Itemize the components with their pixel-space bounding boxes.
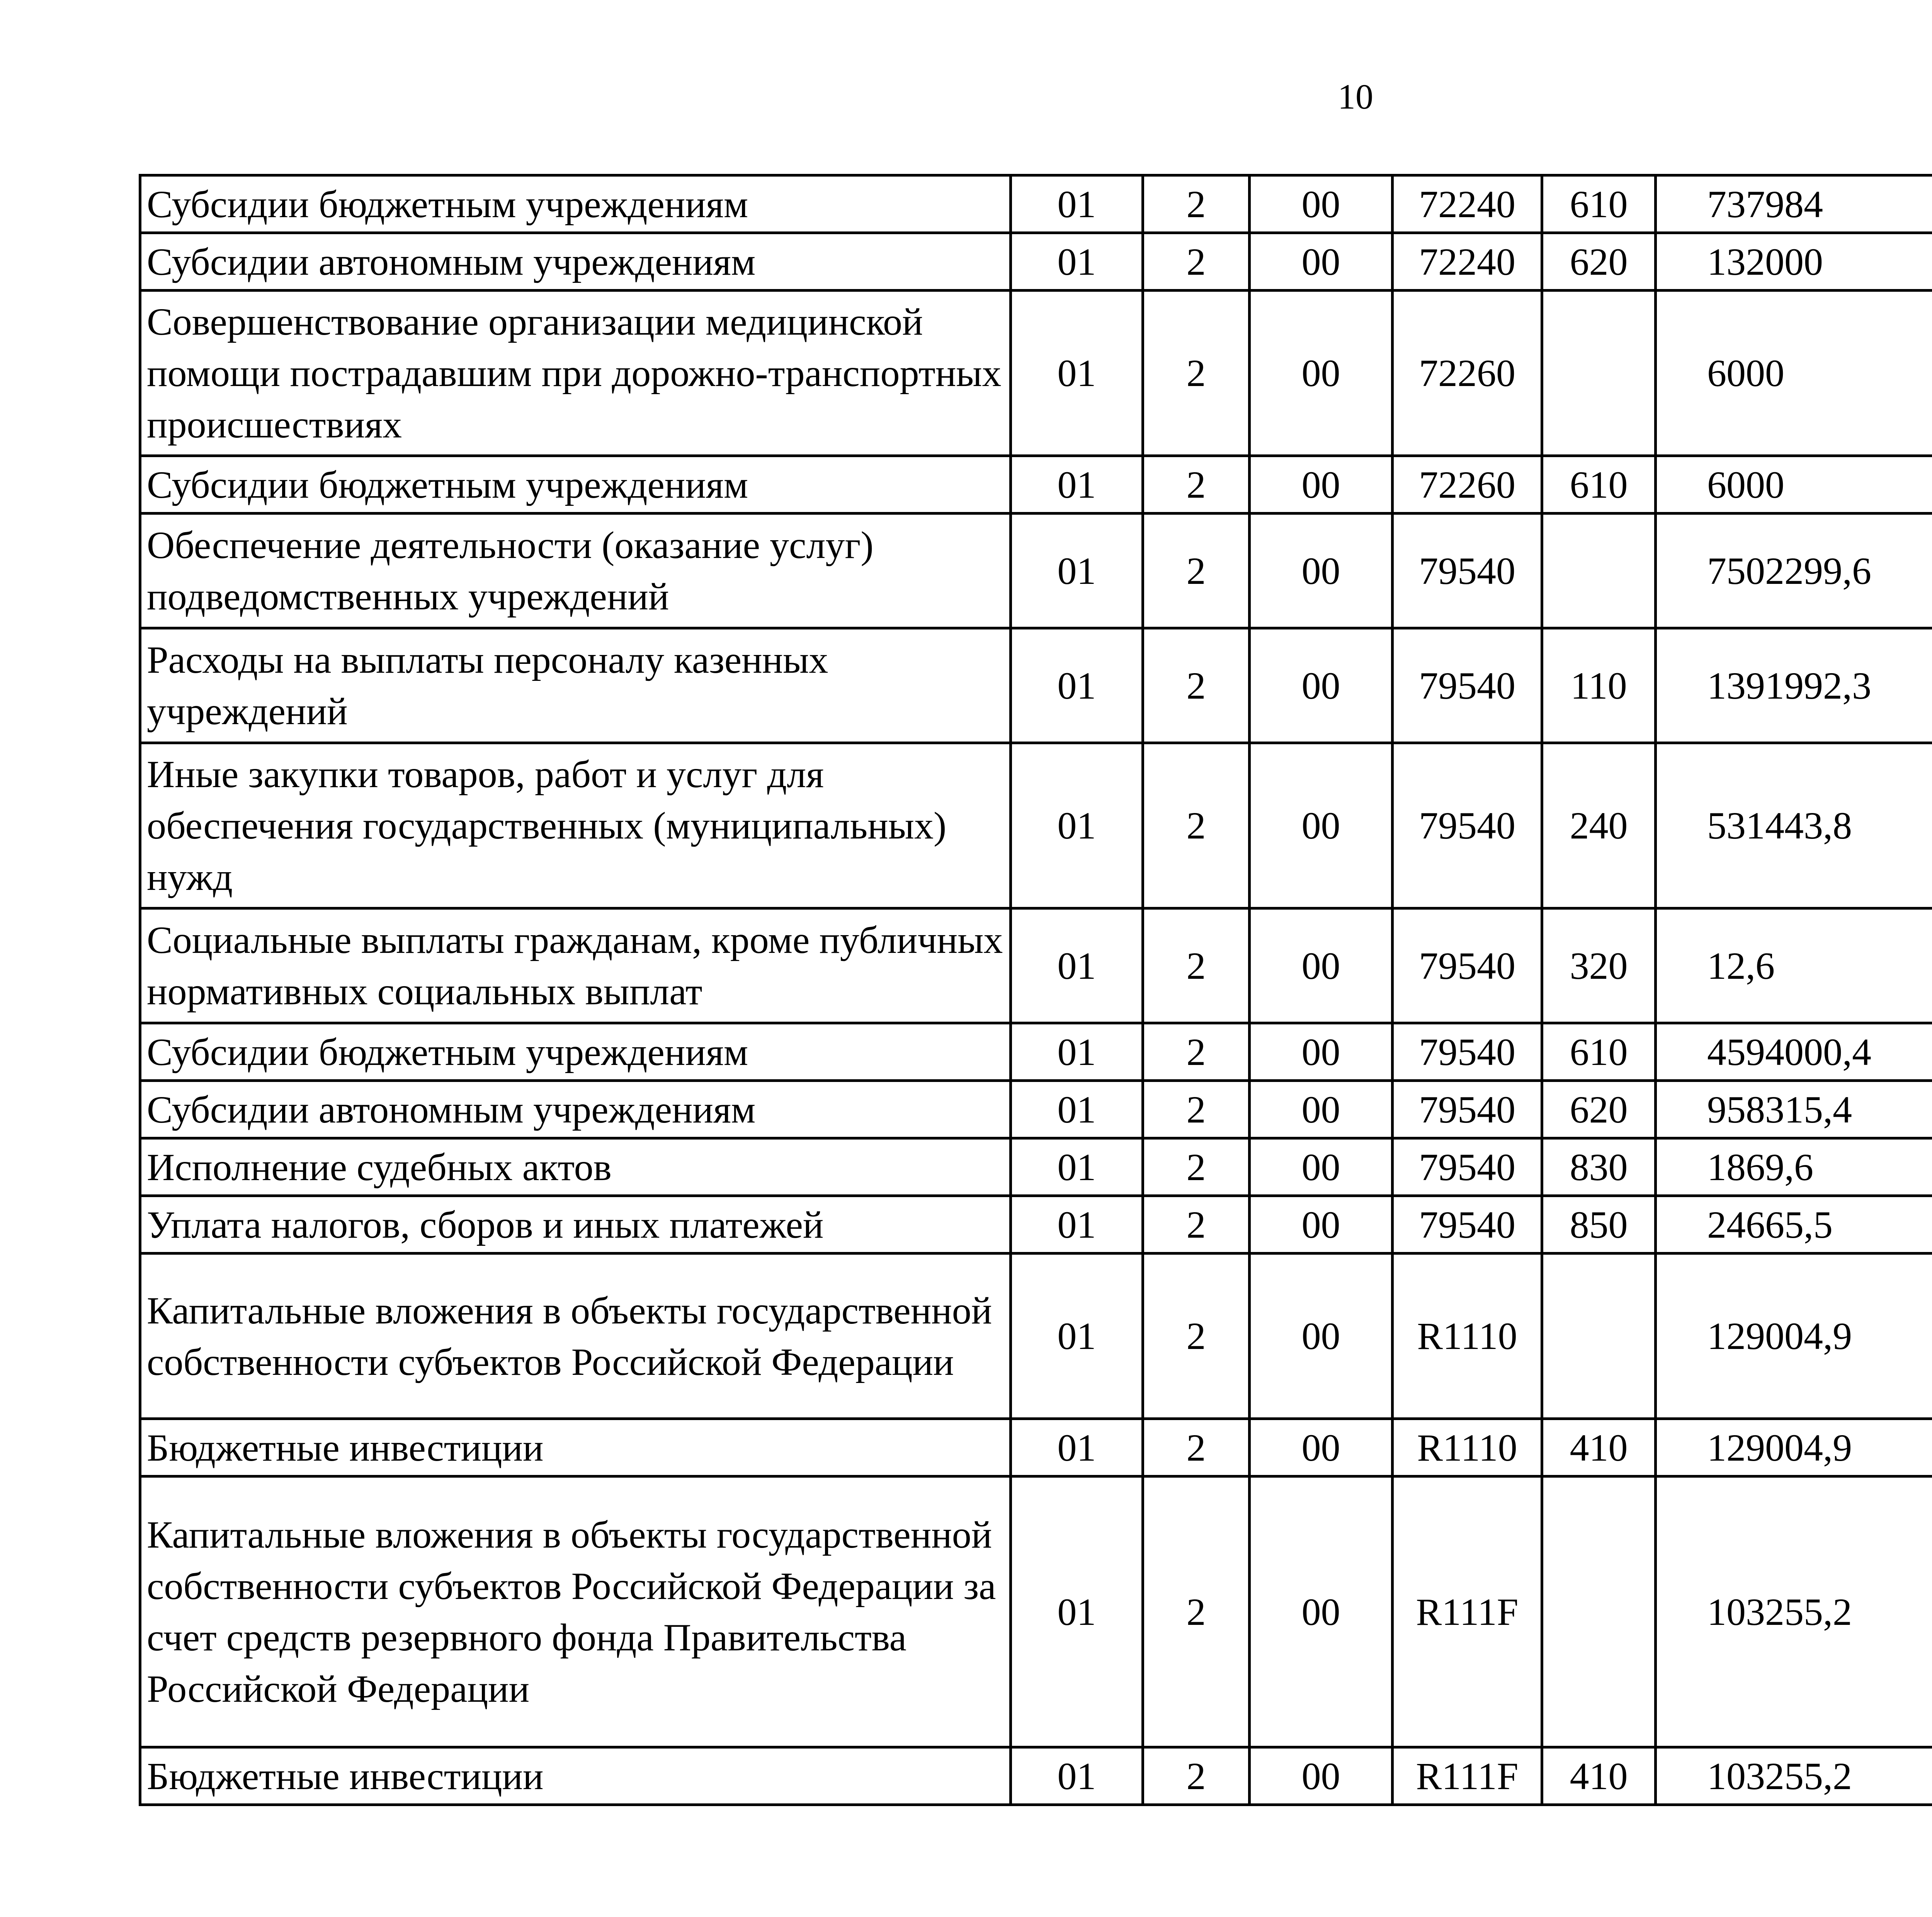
code-expense-type: 410 [1542,1747,1656,1805]
code-direction: 79540 [1393,514,1542,628]
code-subprogram: 2 [1143,291,1250,456]
code-subprogram: 2 [1143,628,1250,743]
code-subprogram: 2 [1143,1138,1250,1196]
code-program: 01 [1011,175,1143,233]
code-program: 01 [1011,908,1143,1023]
code-subprogram: 2 [1143,908,1250,1023]
amount-1: 1869,6 [1656,1138,1932,1196]
code-program: 01 [1011,1476,1143,1747]
code-main-event: 00 [1250,1476,1393,1747]
code-program: 01 [1011,514,1143,628]
code-main-event: 00 [1250,291,1393,456]
row-name: Бюджетные инвестиции [140,1747,1011,1805]
amount-1: 531443,8 [1656,743,1932,908]
amount-1: 129004,9 [1656,1419,1932,1476]
table-row [140,628,1932,743]
code-main-event: 00 [1250,1081,1393,1138]
amount-1: 4594000,4 [1656,1023,1932,1081]
row-name: Субсидии бюджетным учреждениям [140,175,1011,233]
table-row [140,456,1932,514]
code-expense-type: 620 [1542,233,1656,291]
code-subprogram: 2 [1143,1419,1250,1476]
amount-1: 7502299,6 [1656,514,1932,628]
row-name: Субсидии автономным учреждениям [140,1081,1011,1138]
table-row [140,908,1932,1023]
code-direction: R111F [1393,1476,1542,1747]
code-expense-type: 610 [1542,1023,1656,1081]
code-direction: 79540 [1393,1081,1542,1138]
code-subprogram: 2 [1143,456,1250,514]
table-row [140,175,1932,233]
code-subprogram: 2 [1143,1254,1250,1419]
code-expense-type [1542,1476,1656,1747]
code-direction: 79540 [1393,1138,1542,1196]
code-direction: 72260 [1393,291,1542,456]
row-name: Расходы на выплаты персоналу казенных учреждений [140,628,1011,743]
row-name: Совершенствование организации медицинской помощи пострадавшим при дорожно-транспортных происшествиях [140,291,1011,456]
code-subprogram: 2 [1143,1081,1250,1138]
code-main-event: 00 [1250,1419,1393,1476]
code-expense-type: 610 [1542,175,1656,233]
page-number: 10 [1338,77,1373,116]
code-main-event: 00 [1250,233,1393,291]
table-row [140,1081,1932,1138]
code-expense-type: 320 [1542,908,1656,1023]
row-name: Капитальные вложения в объекты государственной собственности субъектов Российской Федерации [140,1254,1011,1419]
code-subprogram: 2 [1143,1196,1250,1254]
table-row [140,514,1932,628]
code-direction: R1110 [1393,1419,1542,1476]
code-program: 01 [1011,456,1143,514]
code-expense-type [1542,291,1656,456]
code-direction: R111F [1393,1747,1542,1805]
code-subprogram: 2 [1143,743,1250,908]
code-direction: 72240 [1393,175,1542,233]
row-name: Субсидии бюджетным учреждениям [140,1023,1011,1081]
row-name: Иные закупки товаров, работ и услуг для обеспечения государственных (муниципальных) нужд [140,743,1011,908]
code-expense-type: 850 [1542,1196,1656,1254]
table-row [140,233,1932,291]
code-main-event: 00 [1250,743,1393,908]
amount-1: 103255,2 [1656,1476,1932,1747]
code-program: 01 [1011,1138,1143,1196]
row-name: Субсидии бюджетным учреждениям [140,456,1011,514]
table-row [140,1254,1932,1419]
table-row [140,1476,1932,1747]
table-row [140,1747,1932,1805]
amount-1: 129004,9 [1656,1254,1932,1419]
table-row [140,1023,1932,1081]
code-subprogram: 2 [1143,175,1250,233]
row-name: Исполнение судебных актов [140,1138,1011,1196]
code-main-event: 00 [1250,1023,1393,1081]
code-direction: 79540 [1393,908,1542,1023]
code-expense-type [1542,514,1656,628]
code-program: 01 [1011,1747,1143,1805]
amount-1: 6000 [1656,456,1932,514]
code-expense-type: 410 [1542,1419,1656,1476]
amount-1: 103255,2 [1656,1747,1932,1805]
code-subprogram: 2 [1143,514,1250,628]
code-main-event: 00 [1250,1747,1393,1805]
code-subprogram: 2 [1143,1476,1250,1747]
row-name: Уплата налогов, сборов и иных платежей [140,1196,1011,1254]
code-expense-type: 240 [1542,743,1656,908]
row-name: Капитальные вложения в объекты государственной собственности субъектов Российской Федерации за счет средств резервного фонда Правительства Российской Федерации [140,1476,1011,1747]
code-expense-type: 110 [1542,628,1656,743]
amount-1: 958315,4 [1656,1081,1932,1138]
amount-1: 6000 [1656,291,1932,456]
code-direction: 79540 [1393,628,1542,743]
row-name: Субсидии автономным учреждениям [140,233,1011,291]
code-program: 01 [1011,1081,1143,1138]
table-row [140,291,1932,456]
code-expense-type [1542,1254,1656,1419]
amount-1: 1391992,3 [1656,628,1932,743]
code-program: 01 [1011,743,1143,908]
amount-1: 12,6 [1656,908,1932,1023]
code-expense-type: 610 [1542,456,1656,514]
table-row [140,1196,1932,1254]
amount-1: 132000 [1656,233,1932,291]
code-subprogram: 2 [1143,1023,1250,1081]
code-program: 01 [1011,233,1143,291]
code-main-event: 00 [1250,456,1393,514]
code-direction: 72240 [1393,233,1542,291]
code-program: 01 [1011,291,1143,456]
code-direction: R1110 [1393,1254,1542,1419]
code-direction: 79540 [1393,1023,1542,1081]
row-name: Обеспечение деятельности (оказание услуг) подведомственных учреждений [140,514,1011,628]
code-expense-type: 620 [1542,1081,1656,1138]
code-main-event: 00 [1250,908,1393,1023]
amount-1: 24665,5 [1656,1196,1932,1254]
code-main-event: 00 [1250,514,1393,628]
row-name: Социальные выплаты гражданам, кроме публичных нормативных социальных выплат [140,908,1011,1023]
amount-1: 737984 [1656,175,1932,233]
code-program: 01 [1011,1419,1143,1476]
code-main-event: 00 [1250,1196,1393,1254]
code-direction: 79540 [1393,743,1542,908]
budget-table [139,174,1932,1806]
code-expense-type: 830 [1542,1138,1656,1196]
code-main-event: 00 [1250,175,1393,233]
code-program: 01 [1011,1023,1143,1081]
code-direction: 79540 [1393,1196,1542,1254]
table-row [140,1419,1932,1476]
code-subprogram: 2 [1143,1747,1250,1805]
code-main-event: 00 [1250,1138,1393,1196]
code-main-event: 00 [1250,628,1393,743]
code-program: 01 [1011,1196,1143,1254]
code-main-event: 00 [1250,1254,1393,1419]
table-row [140,743,1932,908]
code-program: 01 [1011,628,1143,743]
table-row [140,1138,1932,1196]
code-direction: 72260 [1393,456,1542,514]
row-name: Бюджетные инвестиции [140,1419,1011,1476]
code-program: 01 [1011,1254,1143,1419]
code-subprogram: 2 [1143,233,1250,291]
